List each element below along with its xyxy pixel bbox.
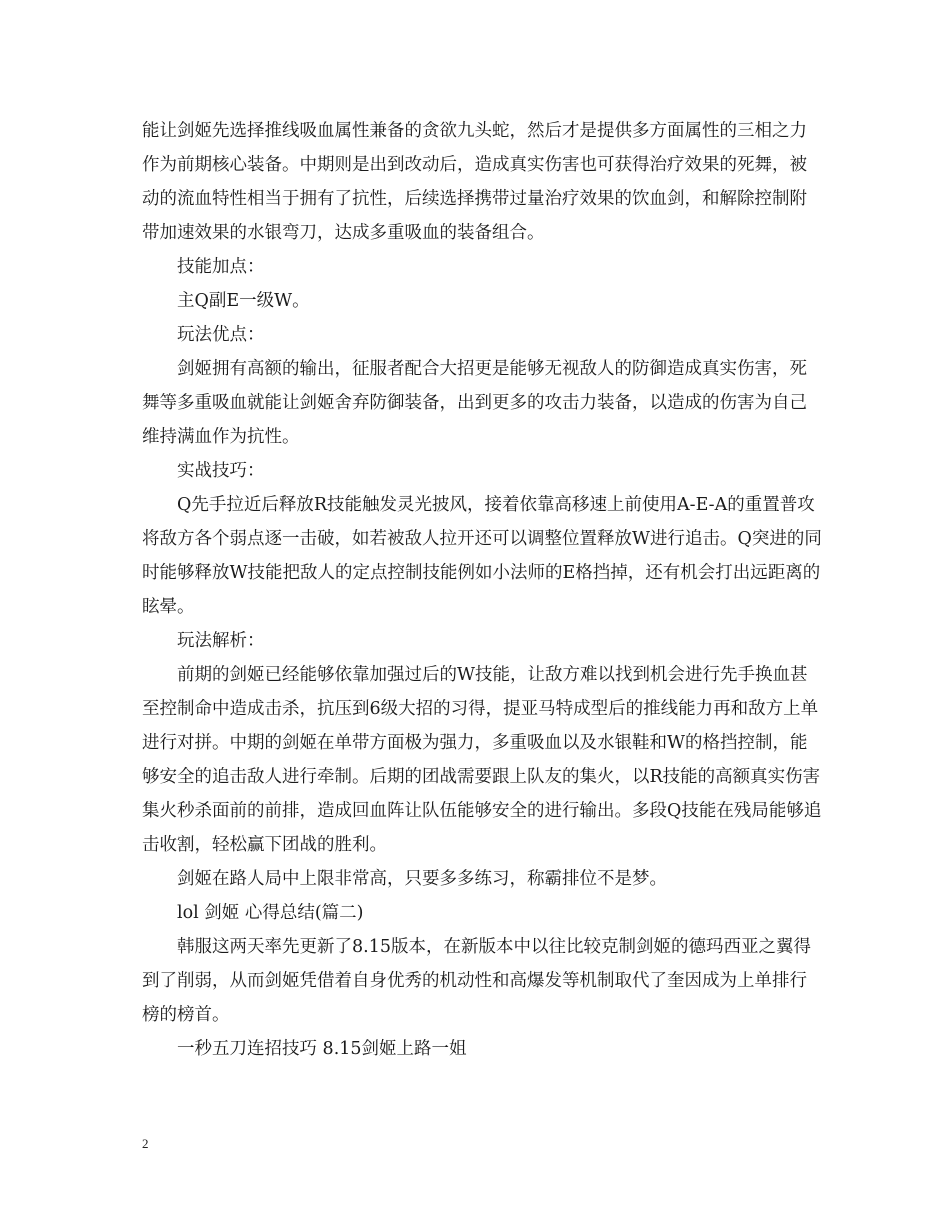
paragraph-analysis: 前期的剑姬已经能够依靠加强过后的W技能，让敌方难以找到机会进行先手换血甚至控制命中造成击杀，抗压到6级大招的习得，提亚马特成型后的推线能力再和敌方上单进行对拼。中期的剑姬在单带方面极为强力，多重吸血以及水银鞋和W的格挡控制，能够安全的追击敌人进行牵制。后期的团战需要跟上队友的集火，以R技能的高额真实伤害集火秒杀面前的前排，造成回血阵让队伍能够安全的进行输出。多段Q技能在残局能够追击收割，轻松赢下团战的胜利。 (142, 665, 822, 855)
document-body (142, 114, 822, 1066)
page-number: 2 (142, 1136, 149, 1151)
paragraph-combat-tips: Q先手拉近后释放R技能触发灵光披风，接着依靠高移速上前使用A-E-A的重置普攻将敌方各个弱点逐一击破，如若被敌人拉开还可以调整位置释放W进行追击。Q突进的同时能够释放W技能把敌人的定点控制技能例如小法师的E格挡掉，还有机会打出远距离的眩晕。 (142, 495, 822, 617)
heading-strengths: 玩法优点： (177, 325, 265, 345)
subheading-combo: 一秒五刀连招技巧 8.15剑姬上路一姐 (177, 1039, 467, 1059)
paragraph-equipment: 能让剑姬先选择推线吸血属性兼备的贪欲九头蛇，然后才是提供多方面属性的三相之力作为前期核心装备。中期则是出到改动后，造成真实伤害也可获得治疗效果的死舞，被动的流血特性相当于拥有了抗性，后续选择携带过量治疗效果的饮血剑，和解除控制附带加速效果的水银弯刀，达成多重吸血的装备组合。 (142, 121, 807, 243)
paragraph-conclusion: 剑姬在路人局中上限非常高，只要多多练习，称霸排位不是梦。 (177, 869, 667, 889)
heading-combat-tips: 实战技巧： (177, 461, 265, 481)
heading-analysis: 玩法解析： (177, 631, 265, 651)
paragraph-skill-order: 主Q副E一级W。 (177, 291, 310, 311)
heading-skill-order: 技能加点： (177, 257, 265, 277)
paragraph-patch-notes: 韩服这两天率先更新了8.15版本，在新版本中以往比较克制剑姬的德玛西亚之翼得到了削弱，从而剑姬凭借着自身优秀的机动性和高爆发等机制取代了奎因成为上单排行榜的榜首。 (142, 937, 811, 1025)
section-title: lol 剑姬 心得总结(篇二) (177, 903, 364, 923)
paragraph-strengths: 剑姬拥有高额的输出，征服者配合大招更是能够无视敌人的防御造成真实伤害，死舞等多重吸血就能让剑姬舍弃防御装备，出到更多的攻击力装备，以造成的伤害为自己维持满血作为抗性。 (142, 359, 807, 447)
